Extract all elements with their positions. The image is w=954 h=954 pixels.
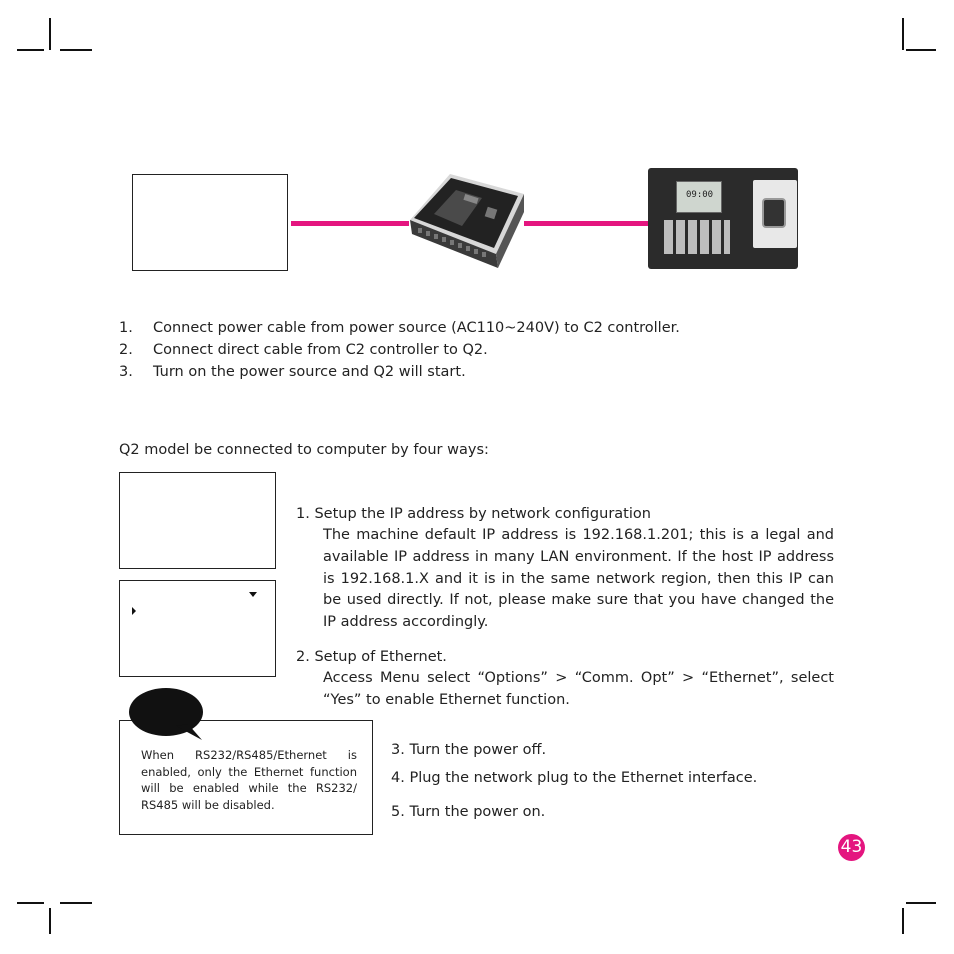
c2-controller-image	[404, 168, 526, 272]
intro-text: Q2 model be connected to computer by four ways:	[119, 442, 489, 458]
eth-step-4: 4. Plug the network plug to the Ethernet interface.	[391, 770, 758, 786]
power-step-1: 1. Connect power cable from power source (AC110~240V) to C2 controller.	[119, 320, 680, 336]
crop-mark	[60, 49, 92, 51]
q2-terminal-image	[648, 168, 798, 269]
eth-step-1-title: 1. Setup the IP address by network configuration	[296, 506, 651, 522]
crop-mark	[49, 908, 51, 934]
eth-step-3: 3. Turn the power off.	[391, 742, 547, 758]
crop-mark	[902, 18, 904, 50]
eth-step-2-title: 2. Setup of Ethernet.	[296, 649, 447, 665]
eth-step-2-body: Access Menu select “Options” > “Comm. Opt” > “Ethernet”, select “Yes” to enable Ethernet function.	[323, 670, 834, 708]
fingerprint-icon	[762, 198, 786, 228]
q2-fingerprint-panel	[753, 180, 797, 248]
power-source-box	[132, 174, 288, 271]
crop-mark	[906, 902, 936, 904]
power-step-2: 2. Connect direct cable from C2 controller to Q2.	[119, 342, 488, 358]
chevron-down-icon	[249, 592, 257, 597]
crop-mark	[49, 18, 51, 50]
crop-mark	[17, 902, 44, 904]
menu-screen-box	[119, 580, 276, 677]
power-step-3: 3. Turn on the power source and Q2 will start.	[119, 364, 466, 380]
q2-keypad	[664, 220, 730, 254]
speech-bubble-icon	[126, 686, 208, 742]
eth-step-5: 5. Turn the power on.	[391, 804, 546, 820]
crop-mark	[902, 908, 904, 934]
page-number-badge: 43	[838, 834, 865, 861]
chevron-right-icon	[132, 607, 136, 615]
crop-mark	[60, 902, 92, 904]
crop-mark	[17, 49, 44, 51]
crop-mark	[906, 49, 936, 51]
q2-lcd-screen	[676, 181, 722, 213]
eth-step-1-body: The machine default IP address is 192.168.1.201; this is a legal and available IP address in many LAN environment. If the host IP address is 192.168.1.X and it is in the same network region, then this IP can be used directly. If not, please make sure that you have changed the IP address accordingly.	[323, 527, 834, 631]
cable-line-power	[291, 221, 409, 226]
note-text: When RS232/RS485/Ethernet is enabled, only the Ethernet function will be enabled while the RS232/ RS485 will be disabled.	[141, 748, 357, 812]
q2-screen-time: 09:00	[686, 190, 714, 200]
cable-line-controller	[524, 221, 648, 226]
figure-box-top	[119, 472, 276, 569]
